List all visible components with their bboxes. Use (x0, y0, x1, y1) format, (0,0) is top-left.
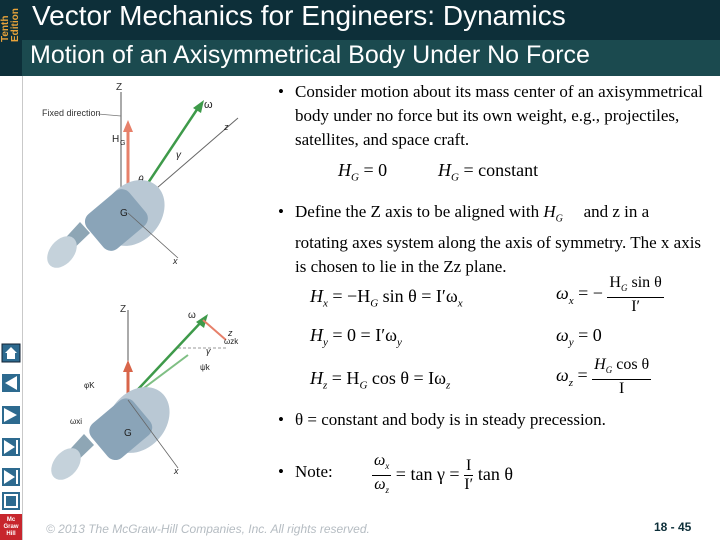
publisher-logo (0, 514, 22, 540)
wy-text: = 0 (578, 325, 602, 345)
bullet-3-text: θ = constant and body is in steady precession. (295, 410, 606, 429)
equation-hg-constant: $H_G$ = constant (438, 160, 539, 184)
label-Z-bottom: Z (120, 304, 127, 315)
copyright-footer: © 2013 The McGraw-Hill Companies, Inc. All rights reserved. (46, 522, 370, 536)
wz-num-tail: cos θ (616, 356, 650, 373)
note-eq: = tan γ = (395, 463, 460, 484)
hx-lhs: = −H (332, 286, 371, 306)
equation-hx: $H_x = -H_G$ $\sin \theta = I'\omega_x$ (310, 286, 463, 310)
label-z-top: z (224, 122, 229, 132)
wx-num-tail: sin θ (631, 274, 662, 291)
equation-wz: $\omega_z$ = $\frac{H_G \cos \theta}{I}$ (556, 356, 650, 398)
label-Z-top: Z (116, 82, 123, 93)
label-x-bottom: x (174, 466, 179, 476)
label-HG-sub: G (120, 140, 126, 147)
figure-top-diagram (28, 78, 268, 278)
label-G-top: G (120, 208, 128, 219)
wx-den: I′ (631, 298, 641, 316)
slide-number: 18 - 45 (654, 520, 692, 534)
eq-top-2-text: = constant (463, 160, 539, 180)
bullet-4-text: Note: (295, 462, 333, 481)
hg-symbol: $H_G$ (543, 202, 563, 225)
label-z-bottom: z (228, 328, 233, 338)
wz-den: I (619, 380, 625, 398)
home-icon[interactable] (1, 342, 21, 364)
label-omega-x-i: ωxi (70, 417, 83, 426)
wx-num: H (609, 274, 621, 291)
hy-mid: = 0 = I′ω (332, 325, 397, 345)
first-slide-icon[interactable] (1, 372, 21, 394)
bullet-3: • θ = constant and body is in steady precession. (278, 408, 703, 432)
hx-rhs: sin θ = I′ω (382, 286, 458, 306)
equation-wy: $\omega_y = 0$ (556, 325, 602, 349)
logo-line-1: Mc (6, 516, 16, 523)
equation-hy: $H_y = 0 = I'\omega_y$ (310, 325, 402, 349)
label-x-top: x (173, 256, 178, 266)
next-slide-icon[interactable] (1, 436, 21, 458)
spacecraft-body-top (41, 167, 177, 273)
label-omega-z-k: ωzk (224, 337, 239, 346)
spacecraft-body-bottom (45, 374, 182, 485)
equation-hz: $H_z = H_G$ $\cos \theta = I\omega_z$ (310, 368, 451, 392)
edition-line-1: Tenth (0, 15, 11, 42)
note-den: I′ (464, 476, 474, 494)
last-slide-icon[interactable] (1, 466, 21, 488)
previous-slide-icon[interactable] (1, 404, 21, 426)
bullet-1: • Consider motion about its mass center of an axisymmetrical body under no force but its own weight, e.g., projectiles, satellites, and space craft. (278, 80, 703, 152)
slide-title: Vector Mechanics for Engineers: Dynamics (32, 0, 566, 31)
bullet-4: • Note: (278, 460, 358, 484)
eq-top-1-text: = 0 (363, 160, 388, 180)
logo-line-3: Hill (6, 530, 16, 537)
equation-hg-dot-zero: $H_G = 0$ (338, 160, 388, 184)
note-num: I (466, 457, 472, 475)
edition-line-2: Edition (10, 8, 21, 42)
label-phi-K: φ̇K (84, 381, 95, 390)
logo-line-2: Graw (3, 523, 19, 530)
figure-bottom-diagram (28, 300, 268, 510)
label-psi-k: ψ̇k (200, 363, 210, 372)
label-gamma-bottom: γ (206, 346, 211, 356)
label-HG: H (112, 134, 120, 145)
equation-wx: $\omega_x$ = − $\frac{H_G \sin \theta}{I'}$ (556, 274, 662, 316)
hz-rhs: cos θ = Iω (371, 368, 446, 388)
label-omega-bottom: ω (188, 310, 196, 321)
bullet-2: • Define the Z axis to be aligned with $H_G$ and z in a rotating axes system along the axis of symmetry. The x axis is chosen to lie in the Zz plane. (278, 202, 702, 277)
bullet-2-text-after: and z in a rotating axes system along the axis of symmetry. The x axis is chosen to lie in the Zz plane. (295, 202, 702, 277)
bullet-2-text-before: Define the Z axis to be aligned with (295, 202, 540, 221)
label-omega-top: ω (204, 99, 213, 111)
bullet-1-text: Consider motion about its mass center of an axisymmetrical body under no force but its own weight, e.g., projectiles, satellites, and space craft. (295, 82, 703, 149)
edition-label (1, 0, 21, 42)
slide-subtitle: Motion of an Axisymmetrical Body Under No Force (30, 41, 590, 69)
label-fixed-direction: Fixed direction (42, 108, 101, 118)
hz-mid: = H (331, 368, 360, 388)
equation-note: $\frac{\omega_x}{\omega_z}$ = tan γ = $\frac{I}{I'}$ tan θ (374, 452, 513, 496)
label-G-bottom: G (124, 428, 132, 439)
exit-icon[interactable] (1, 490, 21, 512)
label-gamma-top: γ (176, 150, 181, 161)
note-tail: tan θ (477, 463, 513, 484)
